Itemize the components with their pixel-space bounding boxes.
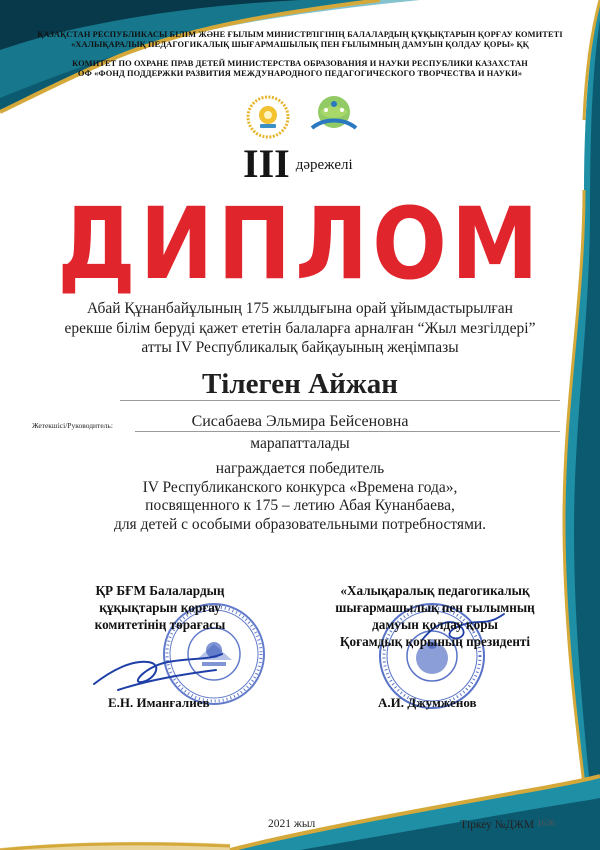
kz-description-line: ерекше білім беруді қажет ететін балаларға арналған “Жыл мезгілдері”	[64, 319, 536, 337]
ru-description-line: награждается победитель	[215, 460, 385, 477]
supervisor-name: Сисабаева Эльмира Бейсеновна	[191, 413, 409, 430]
winner-name: Тілеген Айжан	[201, 368, 399, 400]
kz-description	[0, 299, 600, 358]
awarded-kz: марапатталады	[250, 435, 350, 452]
bottom-wave-decoration	[0, 740, 600, 850]
right-signatory-title-line: шығармашылық пен ғылымның	[335, 600, 535, 615]
right-signatory-title-line: «Халықаралық педагогикалық	[340, 583, 530, 598]
issue-year: 2021 жыл	[268, 818, 316, 830]
winner-underline	[120, 400, 560, 401]
header-line-ru-fund: ОФ «ФОНД ПОДДЕРЖКИ РАЗВИТИЯ МЕЖДУНАРОДНОГО ПЕДАГОГИЧЕСКОГО ТВОРЧЕСТВА И НАУКИ»	[77, 69, 523, 78]
degree-word: дәрежелі	[295, 157, 353, 173]
committee-logo-icon	[246, 95, 290, 139]
left-signatory-title-line: құқықтарын қорғау	[99, 600, 221, 615]
header-line-kz-committee: ҚАЗАҚСТАН РЕСПУБЛИКАСЫ БІЛІМ ЖӘНЕ ҒЫЛЫМ МИНИСТРЛІГІНІҢ БАЛАЛАРДЫҢ ҚҰҚЫҚТАРЫН ҚОРҒАУ КОМИТЕТІ	[37, 30, 563, 39]
right-signatory-title	[300, 582, 570, 650]
registration-number	[460, 818, 555, 831]
ru-description-line: IV Республиканского конкурса «Времена года»,	[142, 478, 458, 496]
kz-description-line: атты IV Республикалық байқауының жеңімпазы	[141, 339, 459, 356]
supervisor-underline	[135, 431, 560, 432]
left-signatory-title-line: комитетінің төрағасы	[94, 617, 226, 632]
ru-description	[0, 460, 600, 534]
right-signatory-name: А.И. Джумженов	[378, 695, 477, 710]
registration-label: Тіркеу №ДЖМ	[460, 819, 535, 831]
header-line-ru-committee: КОМИТЕТ ПО ОХРАНЕ ПРАВ ДЕТЕЙ МИНИСТЕРСТВА ОБРАЗОВАНИЯ И НАУКИ РЕСПУБЛИКИ КАЗАХСТАН	[72, 59, 528, 68]
ru-description-line: посвященного к 175 – летию Абая Кунанбаева,	[145, 497, 455, 514]
left-signatory-name: Е.Н. Иманғалиев	[108, 695, 210, 710]
diploma-title: ДИПЛОМ	[57, 186, 543, 302]
right-signatory-title-line: дамуын қолдау қоры	[372, 617, 498, 632]
fund-globe-logo-icon	[306, 92, 362, 136]
supervisor-label: Жетекшісі/Руководитель:	[32, 421, 113, 430]
left-handwritten-signature	[88, 640, 228, 700]
left-signatory-title-line: ҚР БҒМ Балалардың	[95, 583, 225, 598]
degree-label	[243, 142, 353, 186]
right-signatory-title-line: Қоғамдық қорының президенті	[339, 634, 531, 649]
degree-number: III	[243, 141, 290, 186]
header-line-kz-fund: «ХАЛЫҚАРАЛЫҚ ПЕДАГОГИКАЛЫҚ ШЫҒАРМАШЫЛЫҚ ПЕН ҒЫЛЫМНЫҢ ДАМУЫН ҚОЛДАУ ҚОРЫ» ҚҚ	[71, 40, 529, 49]
kz-description-line: Абай Құнанбайұлының 175 жылдығына орай ұйымдастырылған	[87, 300, 513, 317]
registration-value: 1636	[536, 818, 555, 828]
left-signatory-title	[60, 582, 260, 633]
ru-description-line: для детей с особыми образовательными потребностями.	[113, 515, 487, 533]
